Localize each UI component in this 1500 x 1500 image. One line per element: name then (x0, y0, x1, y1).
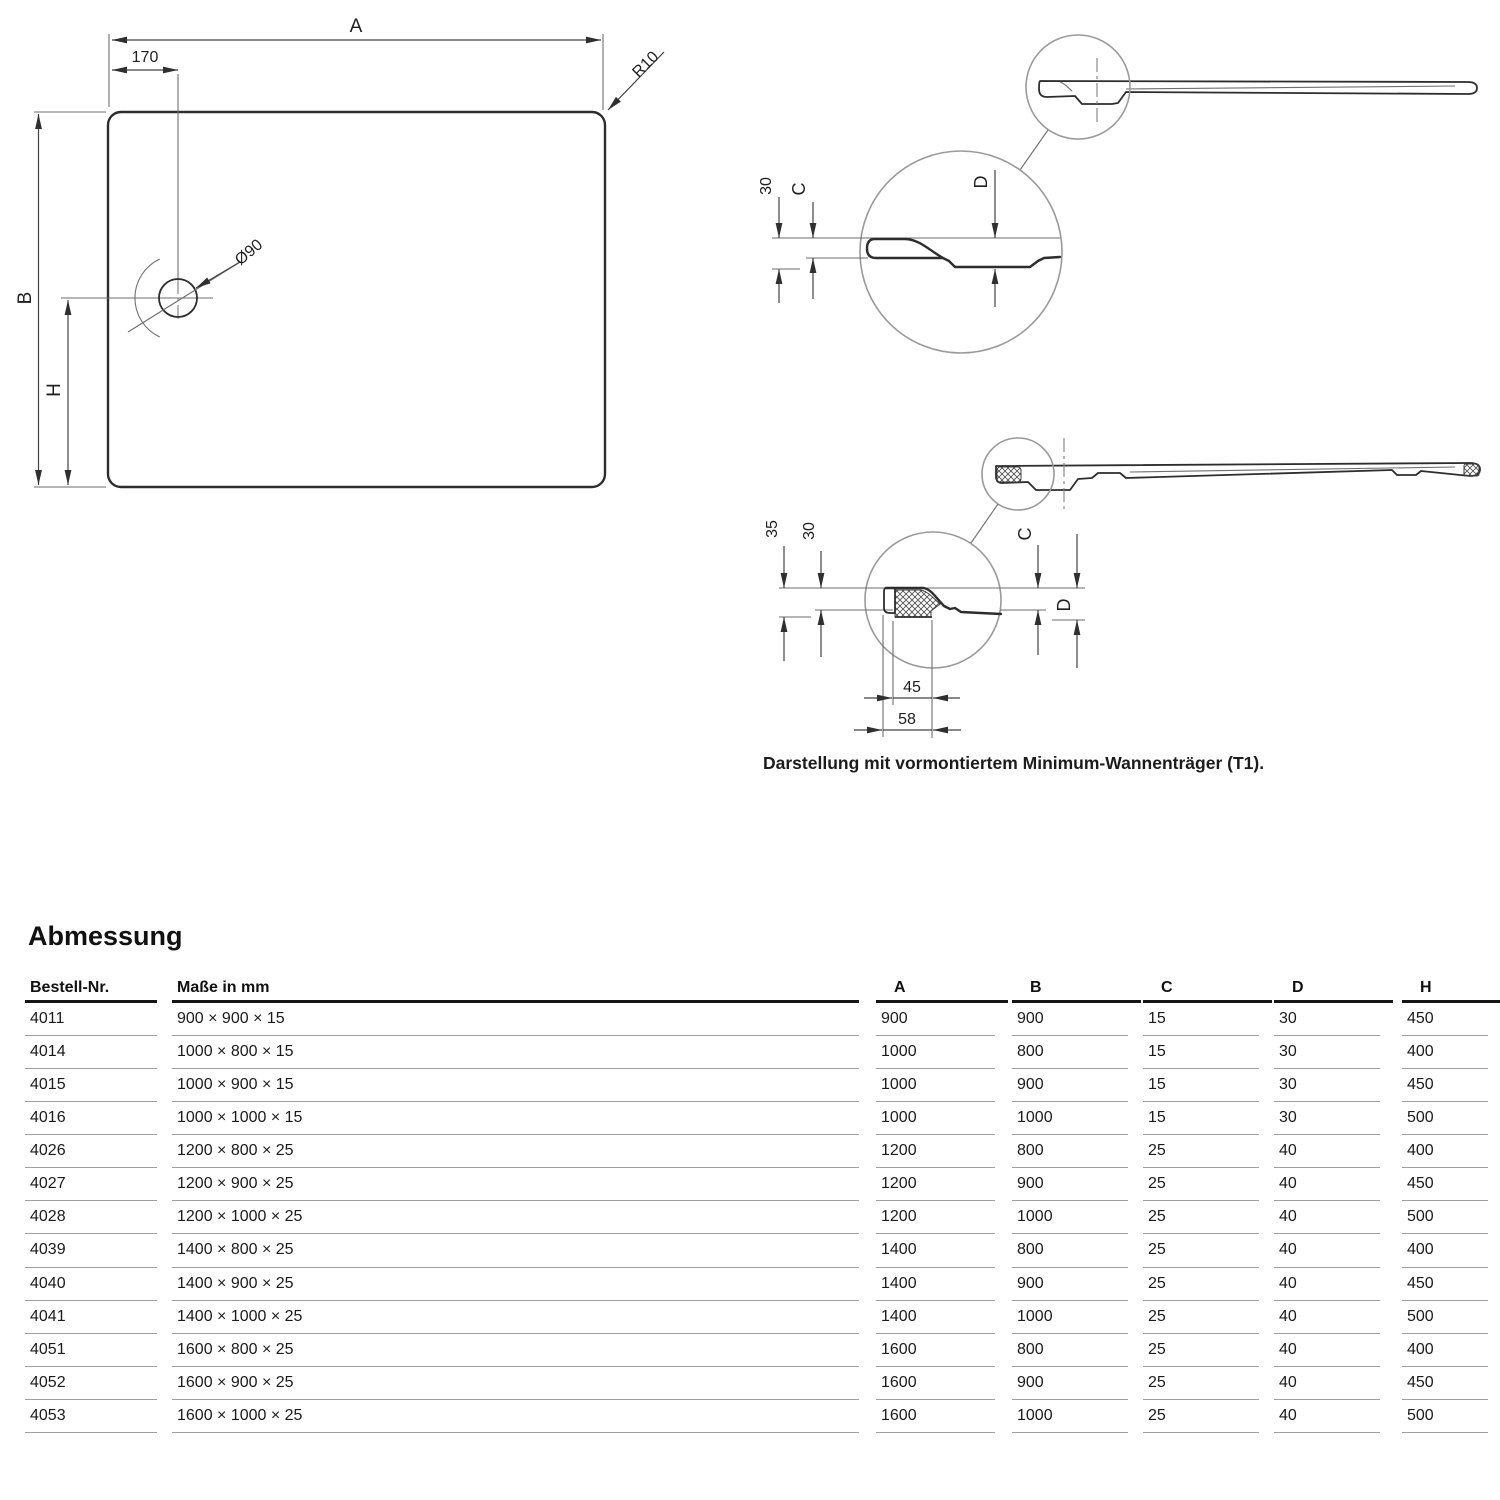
table-row (0, 1168, 1500, 1201)
cell-dims: 900 × 900 × 15 (172, 1003, 859, 1036)
cell-c: 25 (1143, 1268, 1259, 1301)
cell-nr: 4011 (25, 1003, 157, 1036)
cell-c: 15 (1143, 1036, 1259, 1069)
cell-b: 1000 (1012, 1400, 1128, 1433)
table-row (0, 1069, 1500, 1102)
dim-label-b: B (15, 291, 36, 305)
cell-dims: 1400 × 900 × 25 (172, 1268, 859, 1301)
cell-a: 1200 (876, 1201, 995, 1234)
dim-label-r10: R10 (629, 48, 663, 82)
cell-a: 1000 (876, 1102, 995, 1135)
cell-nr: 4051 (25, 1334, 157, 1367)
cell-d: 30 (1274, 1036, 1380, 1069)
section-detail-1 (758, 35, 1477, 353)
header-d: D (1274, 975, 1393, 1003)
cell-c: 25 (1143, 1234, 1259, 1267)
cell-h: 400 (1402, 1234, 1488, 1267)
cell-dims: 1400 × 800 × 25 (172, 1234, 859, 1267)
cell-d: 40 (1274, 1334, 1380, 1367)
cell-dims: 1200 × 800 × 25 (172, 1135, 859, 1168)
table-row (0, 1301, 1500, 1334)
header-b: B (1012, 975, 1141, 1003)
table-body (0, 1003, 1500, 1433)
table-row (0, 1135, 1500, 1168)
cell-a: 1200 (876, 1135, 995, 1168)
dim-label-a: A (349, 16, 363, 37)
dim-label-d90: Ø90 (232, 236, 267, 269)
cell-d: 40 (1274, 1367, 1380, 1400)
table-row (0, 1102, 1500, 1135)
cell-h: 500 (1402, 1400, 1488, 1433)
cell-a: 1600 (876, 1400, 995, 1433)
cell-d: 40 (1274, 1201, 1380, 1234)
cell-h: 400 (1402, 1334, 1488, 1367)
cell-a: 1400 (876, 1268, 995, 1301)
cell-a: 1600 (876, 1367, 995, 1400)
cell-b: 800 (1012, 1036, 1128, 1069)
table-row (0, 1036, 1500, 1069)
cell-c: 25 (1143, 1367, 1259, 1400)
plan-view (15, 16, 664, 487)
table-row (0, 1334, 1500, 1367)
s2-dim-label-58: 58 (898, 711, 916, 728)
cell-nr: 4040 (25, 1268, 157, 1301)
cell-dims: 1200 × 900 × 25 (172, 1168, 859, 1201)
cell-c: 25 (1143, 1201, 1259, 1234)
section-detail-2 (764, 438, 1480, 738)
cell-d: 40 (1274, 1234, 1380, 1267)
cell-d: 30 (1274, 1069, 1380, 1102)
cell-nr: 4052 (25, 1367, 157, 1400)
cell-nr: 4039 (25, 1234, 157, 1267)
s2-dim-label-c: C (1015, 527, 1035, 541)
cell-d: 40 (1274, 1168, 1380, 1201)
cell-b: 1000 (1012, 1102, 1128, 1135)
cell-d: 40 (1274, 1268, 1380, 1301)
cell-c: 25 (1143, 1168, 1259, 1201)
cell-h: 450 (1402, 1069, 1488, 1102)
cell-nr: 4016 (25, 1102, 157, 1135)
cell-nr: 4014 (25, 1036, 157, 1069)
table-row (0, 1003, 1500, 1036)
cell-d: 30 (1274, 1102, 1380, 1135)
table-row (0, 1268, 1500, 1301)
s1-dim-label-d: D (971, 175, 991, 189)
cell-nr: 4026 (25, 1135, 157, 1168)
cell-a: 1000 (876, 1069, 995, 1102)
cell-dims: 1000 × 900 × 15 (172, 1069, 859, 1102)
cell-dims: 1000 × 1000 × 15 (172, 1102, 859, 1135)
s2-dim-label-45: 45 (903, 679, 921, 696)
cell-d: 40 (1274, 1400, 1380, 1433)
cell-h: 450 (1402, 1367, 1488, 1400)
s1-dim-label-c: C (789, 182, 809, 196)
s2-dim-label-d: D (1054, 598, 1074, 612)
cell-b: 800 (1012, 1334, 1128, 1367)
cell-h: 500 (1402, 1301, 1488, 1334)
header-bestell-nr: Bestell-Nr. (25, 975, 157, 1003)
cell-h: 500 (1402, 1201, 1488, 1234)
cell-b: 800 (1012, 1234, 1128, 1267)
cell-c: 15 (1143, 1069, 1259, 1102)
table-row (0, 1367, 1500, 1400)
table-header (0, 975, 1500, 1003)
tray-outline (108, 112, 605, 487)
cell-h: 400 (1402, 1036, 1488, 1069)
cell-nr: 4053 (25, 1400, 157, 1433)
cell-dims: 1600 × 1000 × 25 (172, 1400, 859, 1433)
cell-b: 800 (1012, 1135, 1128, 1168)
cell-c: 15 (1143, 1102, 1259, 1135)
cell-dims: 1600 × 900 × 25 (172, 1367, 859, 1400)
table-row (0, 1234, 1500, 1267)
tray-section-profile (1039, 81, 1477, 104)
cell-c: 25 (1143, 1135, 1259, 1168)
cell-a: 1600 (876, 1334, 995, 1367)
s1-dim-label-30: 30 (758, 177, 775, 195)
cell-b: 900 (1012, 1268, 1128, 1301)
cell-h: 450 (1402, 1268, 1488, 1301)
table-title: Abmessung (28, 921, 183, 951)
header-h: H (1402, 975, 1500, 1003)
cell-h: 500 (1402, 1102, 1488, 1135)
cell-b: 900 (1012, 1367, 1128, 1400)
cell-h: 450 (1402, 1003, 1488, 1036)
cell-b: 1000 (1012, 1301, 1128, 1334)
cell-dims: 1000 × 800 × 15 (172, 1036, 859, 1069)
cell-a: 1200 (876, 1168, 995, 1201)
cell-h: 400 (1402, 1135, 1488, 1168)
cell-a: 1400 (876, 1301, 995, 1334)
cell-b: 1000 (1012, 1201, 1128, 1234)
s2-dim-label-30: 30 (801, 522, 818, 540)
cell-d: 40 (1274, 1135, 1380, 1168)
header-c: C (1143, 975, 1272, 1003)
cell-b: 900 (1012, 1168, 1128, 1201)
dim-label-h: H (44, 383, 65, 397)
section-caption: Darstellung mit vormontiertem Minimum-Wannenträger (T1). (763, 753, 1265, 773)
cell-c: 25 (1143, 1400, 1259, 1433)
cell-b: 900 (1012, 1069, 1128, 1102)
cell-d: 30 (1274, 1003, 1380, 1036)
cell-a: 1400 (876, 1234, 995, 1267)
tray-section-profile-2 (996, 463, 1480, 490)
cell-nr: 4015 (25, 1069, 157, 1102)
table-row (0, 1400, 1500, 1433)
cell-nr: 4041 (25, 1301, 157, 1334)
cell-c: 25 (1143, 1301, 1259, 1334)
cell-b: 900 (1012, 1003, 1128, 1036)
cell-c: 25 (1143, 1334, 1259, 1367)
header-a: A (876, 975, 1008, 1003)
cell-c: 15 (1143, 1003, 1259, 1036)
cell-dims: 1400 × 1000 × 25 (172, 1301, 859, 1334)
cell-a: 900 (876, 1003, 995, 1036)
cell-d: 40 (1274, 1301, 1380, 1334)
cell-nr: 4028 (25, 1201, 157, 1234)
table-row (0, 1201, 1500, 1234)
cell-a: 1000 (876, 1036, 995, 1069)
dim-label-170: 170 (131, 49, 159, 66)
cell-dims: 1600 × 800 × 25 (172, 1334, 859, 1367)
s2-dim-label-35: 35 (764, 520, 781, 538)
cell-h: 450 (1402, 1168, 1488, 1201)
header-masse: Maße in mm (172, 975, 859, 1003)
cell-dims: 1200 × 1000 × 25 (172, 1201, 859, 1234)
cell-nr: 4027 (25, 1168, 157, 1201)
